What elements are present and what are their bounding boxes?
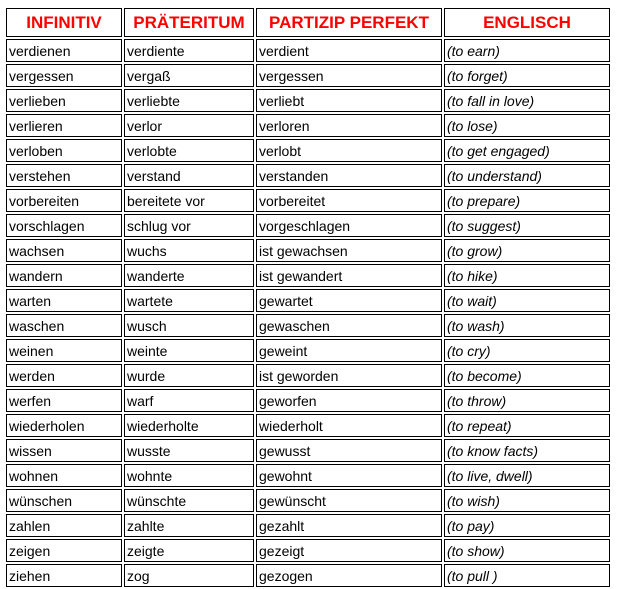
partizip-cell: vorbereitet <box>256 189 442 212</box>
table-row <box>6 489 610 512</box>
partizip-cell: gewünscht <box>256 489 442 512</box>
englisch-cell: (to live, dwell) <box>444 464 610 487</box>
englisch-cell: (to become) <box>444 364 610 387</box>
praeteritum-cell: wanderte <box>124 264 254 287</box>
table-row <box>6 389 610 412</box>
partizip-cell: verliebt <box>256 89 442 112</box>
partizip-cell: ist gewachsen <box>256 239 442 262</box>
infinitiv-cell: verlieben <box>6 89 122 112</box>
infinitiv-cell: wünschen <box>6 489 122 512</box>
header-englisch: ENGLISCH <box>444 8 610 37</box>
praeteritum-cell: verlobte <box>124 139 254 162</box>
table-row <box>6 414 610 437</box>
partizip-cell: verdient <box>256 39 442 62</box>
partizip-cell: wiederholt <box>256 414 442 437</box>
praeteritum-cell: vergaß <box>124 64 254 87</box>
englisch-cell: (to suggest) <box>444 214 610 237</box>
infinitiv-cell: vergessen <box>6 64 122 87</box>
infinitiv-cell: werfen <box>6 389 122 412</box>
englisch-cell: (to cry) <box>444 339 610 362</box>
englisch-cell: (to lose) <box>444 114 610 137</box>
partizip-cell: verlobt <box>256 139 442 162</box>
table-row <box>6 289 610 312</box>
englisch-cell: (to understand) <box>444 164 610 187</box>
infinitiv-cell: warten <box>6 289 122 312</box>
englisch-cell: (to earn) <box>444 39 610 62</box>
englisch-cell: (to prepare) <box>444 189 610 212</box>
infinitiv-cell: wandern <box>6 264 122 287</box>
table-row <box>6 464 610 487</box>
englisch-cell: (to fall in love) <box>444 89 610 112</box>
table-row <box>6 564 610 587</box>
table-row <box>6 339 610 362</box>
header-praeteritum: PRÄTERITUM <box>124 8 254 37</box>
praeteritum-cell: verlor <box>124 114 254 137</box>
praeteritum-cell: wusste <box>124 439 254 462</box>
partizip-cell: geweint <box>256 339 442 362</box>
verb-conjugation-table <box>4 6 612 589</box>
partizip-cell: gewohnt <box>256 464 442 487</box>
praeteritum-cell: weinte <box>124 339 254 362</box>
praeteritum-cell: verliebte <box>124 89 254 112</box>
englisch-cell: (to wait) <box>444 289 610 312</box>
englisch-cell: (to pull ) <box>444 564 610 587</box>
table-row <box>6 189 610 212</box>
englisch-cell: (to throw) <box>444 389 610 412</box>
partizip-cell: verstanden <box>256 164 442 187</box>
infinitiv-cell: ziehen <box>6 564 122 587</box>
englisch-cell: (to get engaged) <box>444 139 610 162</box>
praeteritum-cell: zeigte <box>124 539 254 562</box>
englisch-cell: (to forget) <box>444 64 610 87</box>
table-row <box>6 314 610 337</box>
partizip-cell: gezahlt <box>256 514 442 537</box>
partizip-cell: gewusst <box>256 439 442 462</box>
header-partizip-perfekt: PARTIZIP PERFEKT <box>256 8 442 37</box>
praeteritum-cell: zahlte <box>124 514 254 537</box>
praeteritum-cell: wartete <box>124 289 254 312</box>
table-row <box>6 439 610 462</box>
table-row <box>6 214 610 237</box>
praeteritum-cell: zog <box>124 564 254 587</box>
table-row <box>6 514 610 537</box>
englisch-cell: (to grow) <box>444 239 610 262</box>
praeteritum-cell: wohnte <box>124 464 254 487</box>
table-row <box>6 364 610 387</box>
partizip-cell: ist gewandert <box>256 264 442 287</box>
infinitiv-cell: zeigen <box>6 539 122 562</box>
infinitiv-cell: zahlen <box>6 514 122 537</box>
verb-table-sheet <box>4 6 612 589</box>
englisch-cell: (to hike) <box>444 264 610 287</box>
praeteritum-cell: verdiente <box>124 39 254 62</box>
englisch-cell: (to pay) <box>444 514 610 537</box>
table-row <box>6 89 610 112</box>
praeteritum-cell: schlug vor <box>124 214 254 237</box>
praeteritum-cell: wurde <box>124 364 254 387</box>
infinitiv-cell: weinen <box>6 339 122 362</box>
partizip-cell: vorgeschlagen <box>256 214 442 237</box>
englisch-cell: (to repeat) <box>444 414 610 437</box>
infinitiv-cell: wissen <box>6 439 122 462</box>
partizip-cell: ist geworden <box>256 364 442 387</box>
englisch-cell: (to know facts) <box>444 439 610 462</box>
infinitiv-cell: wohnen <box>6 464 122 487</box>
infinitiv-cell: verloben <box>6 139 122 162</box>
englisch-cell: (to wash) <box>444 314 610 337</box>
infinitiv-cell: verdienen <box>6 39 122 62</box>
table-row <box>6 39 610 62</box>
infinitiv-cell: wachsen <box>6 239 122 262</box>
partizip-cell: geworfen <box>256 389 442 412</box>
header-infinitiv: INFINITIV <box>6 8 122 37</box>
praeteritum-cell: wuchs <box>124 239 254 262</box>
infinitiv-cell: vorbereiten <box>6 189 122 212</box>
infinitiv-cell: verlieren <box>6 114 122 137</box>
englisch-cell: (to show) <box>444 539 610 562</box>
englisch-cell: (to wish) <box>444 489 610 512</box>
praeteritum-cell: verstand <box>124 164 254 187</box>
infinitiv-cell: wiederholen <box>6 414 122 437</box>
table-body <box>6 39 610 587</box>
partizip-cell: gewartet <box>256 289 442 312</box>
partizip-cell: gewaschen <box>256 314 442 337</box>
table-row <box>6 64 610 87</box>
table-row <box>6 114 610 137</box>
partizip-cell: gezeigt <box>256 539 442 562</box>
table-row <box>6 139 610 162</box>
partizip-cell: verloren <box>256 114 442 137</box>
praeteritum-cell: bereitete vor <box>124 189 254 212</box>
infinitiv-cell: werden <box>6 364 122 387</box>
infinitiv-cell: waschen <box>6 314 122 337</box>
infinitiv-cell: verstehen <box>6 164 122 187</box>
praeteritum-cell: wiederholte <box>124 414 254 437</box>
partizip-cell: gezogen <box>256 564 442 587</box>
table-row <box>6 164 610 187</box>
praeteritum-cell: wusch <box>124 314 254 337</box>
table-header-row <box>6 8 610 37</box>
partizip-cell: vergessen <box>256 64 442 87</box>
table-row <box>6 264 610 287</box>
praeteritum-cell: wünschte <box>124 489 254 512</box>
praeteritum-cell: warf <box>124 389 254 412</box>
table-row <box>6 539 610 562</box>
infinitiv-cell: vorschlagen <box>6 214 122 237</box>
table-row <box>6 239 610 262</box>
